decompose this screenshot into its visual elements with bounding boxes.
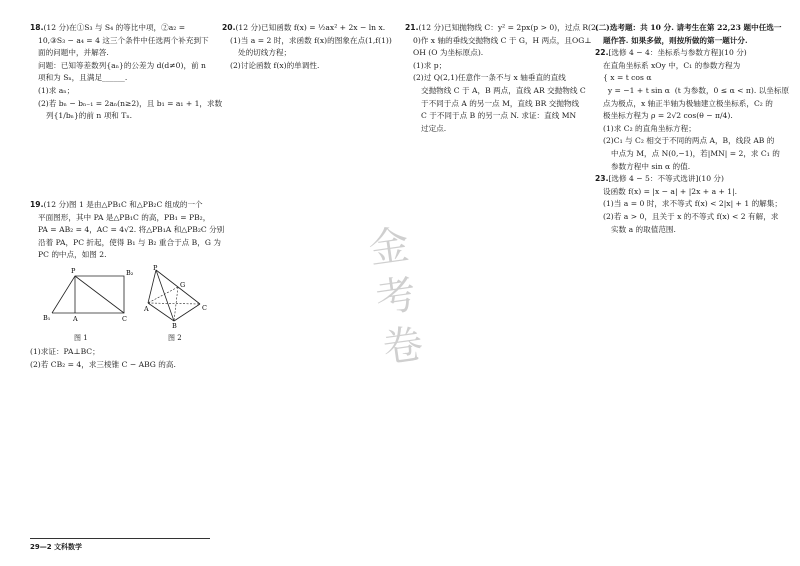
q21-line: (12 分)已知抛物线 C：y² = 2px(p > 0)，过点 R(2, bbox=[418, 23, 599, 32]
q22-line: 参数方程中 sin α 的值. bbox=[611, 161, 691, 171]
q18-number: 18. bbox=[30, 23, 44, 32]
q19-sub-1: (1)求证：PA⊥BC； bbox=[30, 346, 100, 356]
question-19 bbox=[30, 199, 225, 371]
watermark-char: 卷 bbox=[379, 320, 426, 373]
fig2-label-g: G bbox=[180, 280, 186, 289]
q20-sub-1: (1)当 a = 2 时，求函数 f(x)的图象在点(1,f(1)) bbox=[230, 35, 392, 45]
q19-figures bbox=[30, 263, 216, 330]
q22-sub-2: (2)C₁ 与 C₂ 相交于不同的两点 A，B，线段 AB 的 bbox=[603, 136, 775, 146]
footer-rule bbox=[30, 538, 210, 539]
q19-sub-2: (2)若 CB₂ = 4，求三棱锥 C − ABG 的高. bbox=[30, 359, 176, 369]
figure-2-caption: 图 2 bbox=[168, 333, 182, 342]
question-23 bbox=[595, 173, 785, 236]
fig2-label-p: P bbox=[153, 263, 158, 272]
q21-sub-1: (1)求 p； bbox=[413, 60, 447, 70]
q23-number: 23. bbox=[595, 174, 609, 184]
q22-line: 中点为 M，点 N(0,−1)，若|MN| = 2，求 C₁ 的 bbox=[611, 148, 780, 158]
watermark-char: 考 bbox=[372, 271, 420, 323]
watermark-char: 金 bbox=[366, 221, 413, 274]
q22-param-eq: y = −1 + t sin α (t 为参数，0 ≤ α < π). 以坐标原 bbox=[603, 85, 790, 95]
watermark bbox=[356, 219, 436, 376]
q23-sub-2: (2)若 a > 0，且关于 x 的不等式 f(x) < 2 有解，求 bbox=[603, 211, 779, 221]
page-number: 29—2 文科数学 bbox=[30, 543, 83, 551]
q19-number: 19. bbox=[30, 200, 44, 209]
fig2-label-c: C bbox=[202, 303, 207, 312]
fig1-label-p: P bbox=[71, 266, 76, 275]
fig1-label-c: C bbox=[122, 314, 127, 323]
q18-line: 问题：已知等差数列{aₙ}的公差为 d(d≠0)，前 n bbox=[38, 60, 206, 70]
q21-line: 过定点. bbox=[421, 123, 447, 133]
q19-line: PA = AB₂ = 4，AC = 4√2. 将△PB₁A 和△PB₂C 分别 bbox=[38, 225, 225, 235]
q22-line: 在直角坐标系 xOy 中，C₁ 的参数方程为 bbox=[603, 60, 741, 70]
q19-line: PC 的中点，如图 2. bbox=[38, 250, 107, 260]
q21-number: 21. bbox=[405, 23, 419, 32]
q23-line: [选修 4 − 5：不等式选讲](10 分) bbox=[608, 174, 724, 184]
q18-line: 项和为 Sₙ，且满足______. bbox=[38, 73, 128, 83]
q23-line: 实数 a 的取值范围. bbox=[611, 224, 676, 234]
q18-line: (12 分)在①S₃ 与 S₄ 的等比中项，②a₂ = bbox=[43, 23, 186, 32]
q20-line: 处的切线方程； bbox=[238, 48, 292, 58]
q18-line: 列{1/bₙ}的前 n 项和 Tₙ. bbox=[46, 111, 133, 121]
q21-line: 于不同于点 A 的另一点 M，直线 BR 交抛物线 bbox=[421, 98, 580, 108]
fig2-label-a: A bbox=[144, 304, 149, 313]
figure-1 bbox=[40, 266, 134, 328]
q22-sub-1: (1)求 C₂ 的直角坐标方程； bbox=[603, 123, 696, 133]
q18-sub-1: (1)求 aₙ； bbox=[38, 85, 75, 95]
q22-line: 极坐标方程为 ρ = 2√2 cos(θ − π/4). bbox=[603, 111, 733, 121]
q19-line: 沿着 PA，PC 折起，使得 B₁ 与 B₂ 重合于点 B，G 为 bbox=[38, 237, 221, 247]
optional-section bbox=[595, 22, 790, 236]
fig2-label-b: B bbox=[172, 321, 177, 330]
question-22 bbox=[595, 47, 790, 173]
question-18 bbox=[30, 22, 223, 123]
q23-sub-1: (1)当 a = 0 时，求不等式 f(x) < 2|x| + 1 的解集； bbox=[603, 199, 782, 209]
q22-param-eq: { x = t cos α bbox=[603, 73, 652, 83]
optional-header: 题作答. 如果多做，则按所做的第一题计分. bbox=[603, 35, 748, 45]
fig1-label-b2: B₂ bbox=[126, 268, 134, 277]
q21-line: C 于不同于点 B 的另一点 N. 求证：直线 MN bbox=[421, 111, 577, 121]
q22-line: [选修 4 − 4：坐标系与参数方程](10 分) bbox=[608, 48, 747, 58]
optional-header: (二)选考题：共 10 分. 请考生在第 22,23 题中任选一 bbox=[595, 23, 782, 32]
q20-line: (12 分)已知函数 f(x) = ½ax² + 2x − ln x. bbox=[235, 23, 386, 32]
q22-line: 点为极点，x 轴正半轴为极轴建立极坐标系，C₂ 的 bbox=[603, 98, 773, 108]
q18-sub-2: (2)若 bₙ − bₙ₋₁ = 2aₙ(n≥2)，且 b₁ = a₁ + 1，求数 bbox=[38, 98, 223, 108]
q20-number: 20. bbox=[222, 23, 236, 32]
q22-number: 22. bbox=[595, 48, 609, 58]
q23-line: 设函数 f(x) = |x − a| + |2x + a + 1|. bbox=[603, 186, 738, 196]
q21-line: OH (O 为坐标原点). bbox=[413, 48, 484, 58]
fig1-label-a: A bbox=[73, 314, 78, 323]
q19-line: (12 分)图 1 是由△PB₁C 和△PB₂C 组成的一个 bbox=[43, 200, 203, 209]
q21-line: 交抛物线 C 于 A，B 两点，直线 AR 交抛物线 C bbox=[421, 85, 586, 95]
q18-line: 10,③S₃ − a₄ = 4 这三个条件中任选两个补充到下 bbox=[38, 35, 209, 45]
q21-line: 0)作 x 轴的垂线交抛物线 C 于 G，H 两点，且OG⊥ bbox=[413, 35, 592, 45]
fig1-label-b1: B₁ bbox=[43, 313, 51, 322]
q21-sub-2: (2)过 Q(2,1)任意作一条不与 x 轴垂直的直线 bbox=[413, 73, 566, 83]
question-21 bbox=[405, 22, 599, 135]
q18-line: 面的问题中，并解答. bbox=[38, 48, 109, 58]
q19-line: 平面图形，其中 PA 是△PB₁C 的高，PB₁ = PB₂， bbox=[38, 212, 211, 222]
figure-2 bbox=[144, 263, 214, 330]
figure-1-caption: 图 1 bbox=[74, 333, 88, 342]
q20-sub-2: (2)讨论函数 f(x)的单调性. bbox=[230, 60, 320, 70]
question-20 bbox=[222, 22, 398, 72]
